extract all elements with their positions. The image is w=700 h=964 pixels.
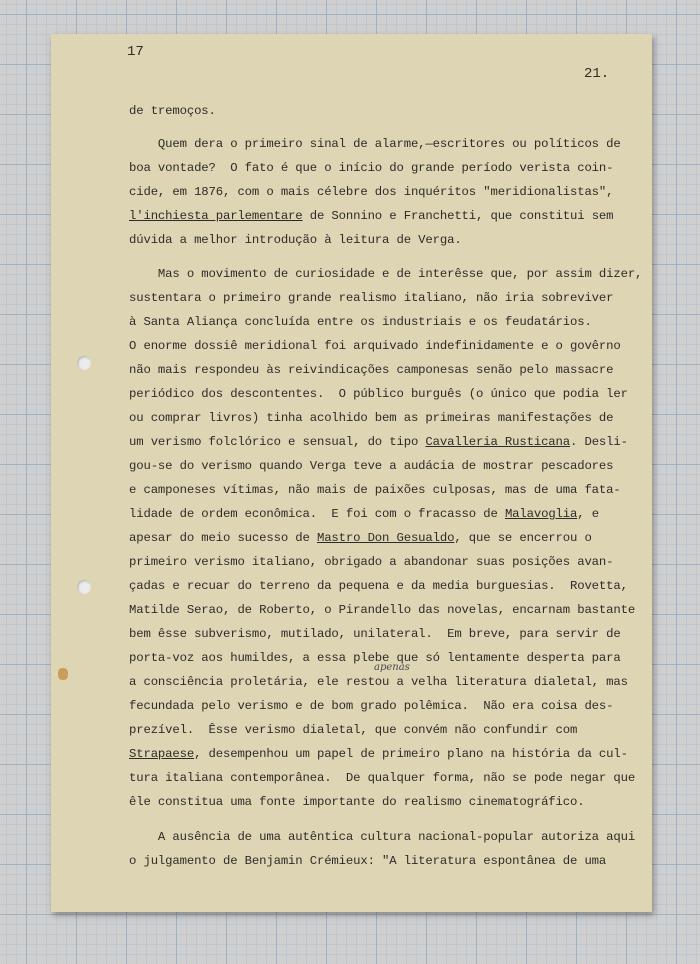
text-line: bem êsse subverismo, mutilado, unilateral. Em breve, para servir de bbox=[129, 627, 621, 641]
text-line: porta-voz aos humildes, a essa plebe que só lentamente desperta para bbox=[129, 651, 621, 665]
typewritten-page bbox=[51, 34, 652, 912]
text-line bbox=[129, 209, 613, 223]
text-line bbox=[129, 507, 599, 521]
text-line: boa vontade? O fato é que o início do grande período verista coin- bbox=[129, 161, 614, 175]
text-line: de tremoços. bbox=[129, 104, 216, 118]
underlined-title: Malavoglia bbox=[504, 507, 578, 521]
text-segment: de Sonnino e Franchetti, que constitui sem bbox=[302, 209, 614, 223]
text-line: tura italiana contemporânea. De qualquer forma, não se pode negar que bbox=[129, 771, 636, 785]
folio-number-left: 17 bbox=[127, 44, 144, 60]
text-segment: lidade de ordem econômica. E foi com o fracasso de bbox=[129, 507, 505, 521]
text-segment: , desempenhou um papel de primeiro plano na história da cul- bbox=[194, 747, 628, 761]
text-line: e camponeses vítimas, não mais de paixões culposas, mas de uma fata- bbox=[129, 483, 621, 497]
text-line: periódico dos descontentes. O público burguês (o único que podia ler bbox=[129, 387, 628, 401]
text-line: cide, em 1876, com o mais célebre dos inquéritos "meridionalistas", bbox=[129, 185, 614, 199]
page-number: 21. bbox=[584, 66, 610, 82]
text-line: sustentara o primeiro grande realismo italiano, não iria sobreviver bbox=[129, 291, 614, 305]
text-line: fecundada pelo verismo e de bom grado polêmica. Não era coisa des- bbox=[129, 699, 614, 713]
text-line: prezível. Êsse verismo dialetal, que convém não confundir com bbox=[129, 723, 578, 737]
text-line: O enorme dossiê meridional foi arquivado indefinidamente e o govêrno bbox=[129, 339, 621, 353]
text-line: Mas o movimento de curiosidade e de interêsse que, por assim dizer, bbox=[129, 267, 643, 281]
text-line: ou comprar livros) tinha acolhido bem as primeiras manifestações de bbox=[129, 411, 614, 425]
text-segment: , e bbox=[577, 507, 599, 521]
text-line: a consciência proletária, ele restou a velha literatura dialetal, mas bbox=[129, 675, 628, 689]
text-line: êle constitua uma fonte importante do realismo cinematográfico. bbox=[129, 795, 585, 809]
text-segment: apesar do meio sucesso de bbox=[129, 531, 317, 545]
underlined-title: l'inchiesta parlementare bbox=[129, 209, 303, 223]
underlined-title: Cavalleria Rusticana bbox=[425, 435, 570, 449]
text-segment: , que se encerrou o bbox=[454, 531, 592, 545]
punch-hole bbox=[77, 356, 91, 370]
text-line: não mais respondeu às reivindicações camponesas senão pelo massacre bbox=[129, 363, 614, 377]
text-line bbox=[129, 747, 628, 761]
text-line: dúvida a melhor introdução à leitura de Verga. bbox=[129, 233, 462, 247]
text-line bbox=[129, 531, 592, 545]
text-line bbox=[129, 435, 628, 449]
text-line: A ausência de uma autêntica cultura nacional-popular autoriza aqui bbox=[129, 830, 636, 844]
text-segment: um verismo folclórico e sensual, do tipo bbox=[129, 435, 426, 449]
text-line: gou-se do verismo quando Verga teve a audácia de mostrar pescadores bbox=[129, 459, 614, 473]
ink-stain bbox=[58, 668, 68, 680]
punch-hole bbox=[77, 580, 91, 594]
text-line: Quem dera o primeiro sinal de alarme,—escritores ou políticos de bbox=[129, 137, 621, 151]
underlined-title: Mastro Don Gesualdo bbox=[316, 531, 455, 545]
text-line: çadas e recuar do terreno da pequena e da media burguesias. Rovetta, bbox=[129, 579, 628, 593]
text-line: Matilde Serao, de Roberto, o Pirandello das novelas, encarnam bastante bbox=[129, 603, 636, 617]
handwritten-annotation: apenas bbox=[374, 662, 410, 673]
text-line: o julgamento de Benjamin Crémieux: "A literatura espontânea de uma bbox=[129, 854, 607, 868]
text-segment: . Desli- bbox=[570, 435, 628, 449]
text-line: primeiro verismo italiano, obrigado a abandonar suas posições avan- bbox=[129, 555, 614, 569]
text-line: à Santa Aliança concluída entre os industriais e os feudatários. bbox=[129, 315, 592, 329]
underlined-title: Strapaese bbox=[129, 747, 195, 761]
